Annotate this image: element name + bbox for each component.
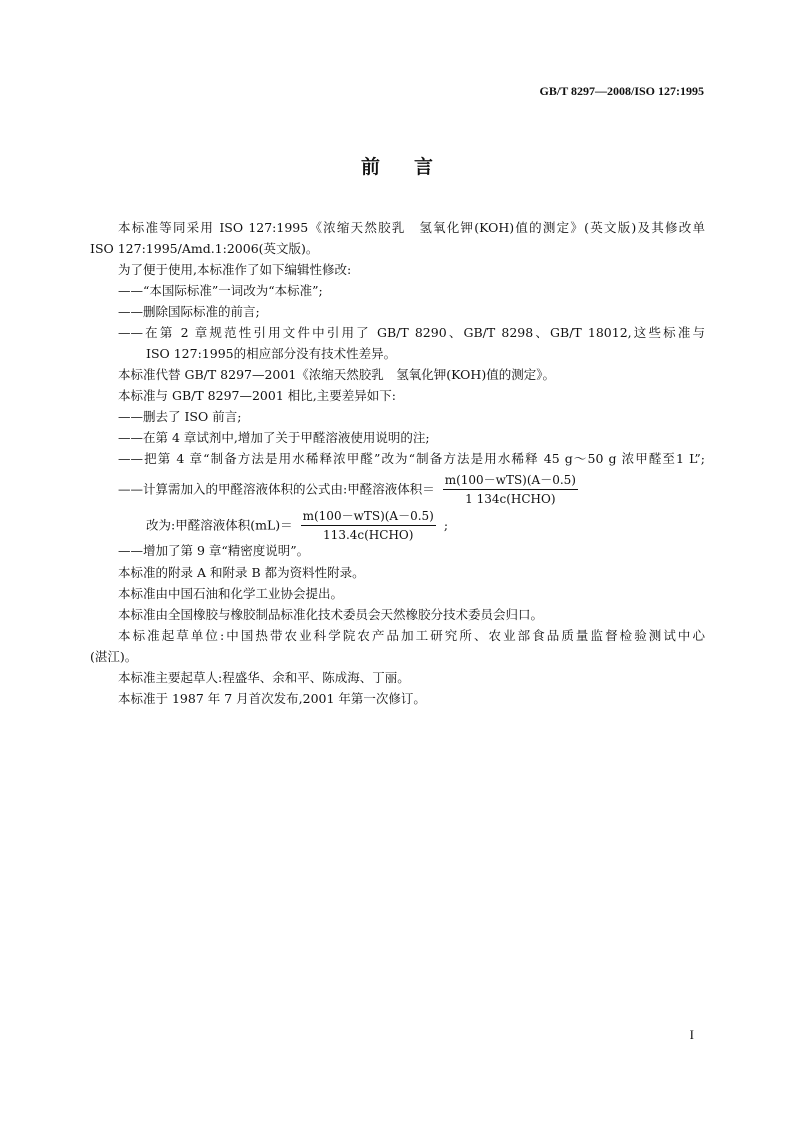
- formula-prefix: ——计算需加入的甲醛溶液体积的公式由:甲醛溶液体积＝: [118, 481, 435, 497]
- formula-line-2: [146, 508, 448, 543]
- formula-denominator: 113.4c(HCHO): [323, 528, 414, 542]
- list-item: ——在第 2 章规范性引用文件中引用了 GB/T 8290、GB/T 8298、GB/T 18012,这些标准与: [118, 325, 705, 340]
- paragraph-line: 本标准起草单位:中国热带农业科学院农产品加工研究所、农业部食品质量监督检验测试中心: [118, 628, 705, 643]
- formula-fraction: [301, 508, 436, 543]
- list-item: ——在第 4 章试剂中,增加了关于甲醛溶液使用说明的注;: [118, 430, 430, 445]
- formula-numerator: m(100－wTS)(A－0.5): [301, 508, 436, 526]
- list-item: ——删除国际标准的前言;: [118, 304, 260, 319]
- formula-fraction: [443, 472, 578, 507]
- page-number: I: [689, 1027, 694, 1042]
- paragraph-line: 本标准由中国石油和化学工业协会提出。: [118, 586, 344, 601]
- formula-denominator: 1 134c(HCHO): [465, 492, 556, 506]
- paragraph-line: 本标准于 1987 年 7 月首次发布,2001 年第一次修订。: [118, 691, 426, 706]
- paragraph-line: 本标准等同采用 ISO 127:1995《浓缩天然胶乳 氢氧化钾(KOH)值的测定》(英文版)及其修改单: [118, 220, 705, 235]
- paragraph-line: (湛江)。: [90, 649, 138, 664]
- formula-line-1: [118, 472, 582, 507]
- list-item: ——“本国际标准”一词改为“本标准”;: [118, 283, 323, 298]
- paragraph-line: 为了便于使用,本标准作了如下编辑性修改:: [118, 262, 352, 277]
- formula-suffix: ;: [443, 517, 449, 533]
- paragraph-line: 本标准与 GB/T 8297—2001 相比,主要差异如下:: [118, 388, 396, 403]
- paragraph-line: 本标准主要起草人:程盛华、余和平、陈成海、丁丽。: [118, 670, 410, 685]
- list-item: ——把第 4 章“制备方法是用水稀释浓甲醛”改为“制备方法是用水稀释 45 g～50 g 浓甲醛至1 L”;: [118, 451, 705, 466]
- paragraph-line: ISO 127:1995/Amd.1:2006(英文版)。: [90, 241, 319, 256]
- list-item-continuation: ISO 127:1995的相应部分没有技术性差异。: [146, 346, 397, 361]
- formula-prefix: 改为:甲醛溶液体积(mL)＝: [146, 517, 293, 533]
- paragraph-line: 本标准的附录 A 和附录 B 都为资料性附录。: [118, 565, 365, 580]
- list-item: ——增加了第 9 章“精密度说明”。: [118, 543, 310, 558]
- paragraph-line: 本标准代替 GB/T 8297—2001《浓缩天然胶乳 氢氧化钾(KOH)值的测定》。: [118, 367, 555, 382]
- page-title: 前言: [360, 156, 467, 178]
- formula-numerator: m(100－wTS)(A－0.5): [443, 472, 578, 490]
- paragraph-line: 本标准由全国橡胶与橡胶制品标准化技术委员会天然橡胶分技术委员会归口。: [118, 607, 544, 622]
- list-item: ——删去了 ISO 前言;: [118, 409, 242, 424]
- document-code-header: GB/T 8297—2008/ISO 127:1995: [539, 84, 704, 98]
